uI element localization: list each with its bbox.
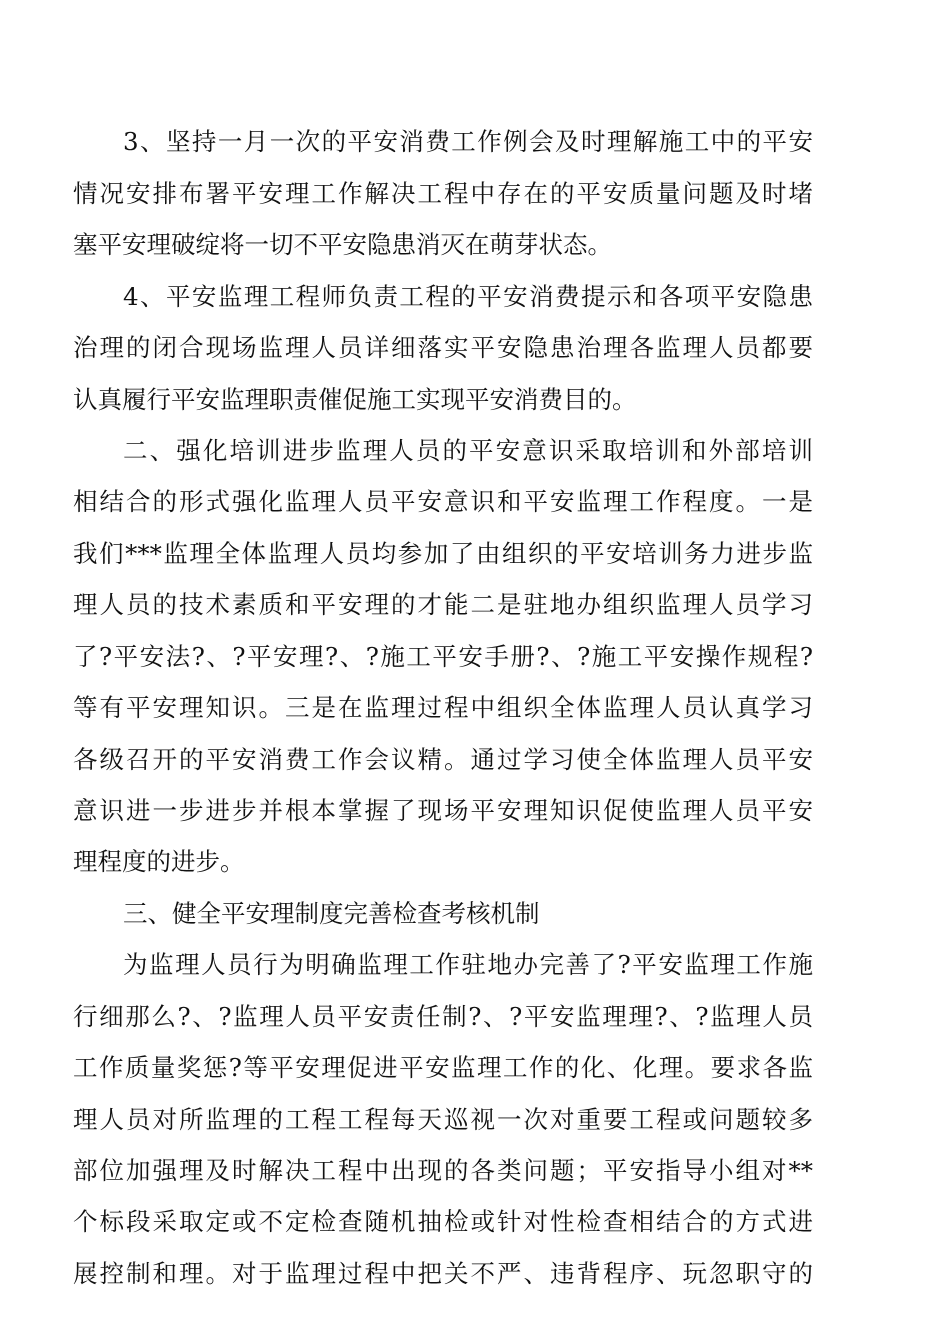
section-2-line-5: 了?平安法?、?平安理?、?施工平安手册?、?施工平安操作规程? bbox=[73, 642, 813, 671]
section-3-body-line-2: 行细那么?、?监理人员平安责任制?、?平安监理理?、?监理人员 bbox=[73, 1002, 813, 1031]
section-3-body-line-6: 个标段采取定或不定检查随机抽检或针对性检查相结合的方式进 bbox=[73, 1207, 813, 1236]
section-2-line-2: 相结合的形式强化监理人员平安意识和平安监理工作程度。一是 bbox=[73, 487, 813, 516]
section-2-line-7: 各级召开的平安消费工作会议精。通过学习使全体监理人员平安 bbox=[73, 745, 813, 774]
paragraph-4-line-3: 认真履行平安监理职责催促施工实现平安消费目的。 bbox=[73, 385, 637, 414]
section-2-line-9: 理程度的进步。 bbox=[73, 847, 245, 876]
paragraph-3-line-2: 情况安排布署平安理工作解决工程中存在的平安质量问题及时堵 bbox=[73, 179, 813, 208]
section-2-line-8: 意识进一步进步并根本掌握了现场平安理知识促使监理人员平安 bbox=[73, 796, 813, 825]
paragraph-4-line-1: 4、平安监理工程师负责工程的平安消费提示和各项平安隐患 bbox=[123, 282, 813, 311]
section-2-line-4: 理人员的技术素质和平安理的才能二是驻地办组织监理人员学习 bbox=[73, 590, 813, 619]
section-3-body-line-1: 为监理人员行为明确监理工作驻地办完善了?平安监理工作施 bbox=[123, 950, 813, 979]
section-3-heading: 三、健全平安理制度完善检查考核机制 bbox=[123, 899, 540, 928]
section-2-line-3: 我们***监理全体监理人员均参加了由组织的平安培训务力进步监 bbox=[73, 539, 813, 568]
section-3-body-line-4: 理人员对所监理的工程工程每天巡视一次对重要工程或问题较多 bbox=[73, 1105, 813, 1134]
section-2-line-1: 二、强化培训进步监理人员的平安意识采取培训和外部培训 bbox=[123, 436, 813, 465]
section-3-body-line-3: 工作质量奖惩?等平安理促进平安监理工作的化、化理。要求各监 bbox=[73, 1053, 813, 1082]
section-3-body-line-7: 展控制和理。对于监理过程中把关不严、违背程序、玩忽职守的 bbox=[73, 1259, 813, 1288]
section-3-body-line-5: 部位加强理及时解决工程中出现的各类问题；平安指导小组对** bbox=[73, 1156, 813, 1185]
paragraph-4-line-2: 治理的闭合现场监理人员详细落实平安隐患治理各监理人员都要 bbox=[73, 333, 813, 362]
paragraph-3-line-3: 塞平安理破绽将一切不平安隐患消灭在萌芽状态。 bbox=[73, 230, 612, 259]
paragraph-3-line-1: 3、坚持一月一次的平安消费工作例会及时理解施工中的平安 bbox=[123, 127, 813, 156]
section-2-line-6: 等有平安理知识。三是在监理过程中组织全体监理人员认真学习 bbox=[73, 693, 813, 722]
